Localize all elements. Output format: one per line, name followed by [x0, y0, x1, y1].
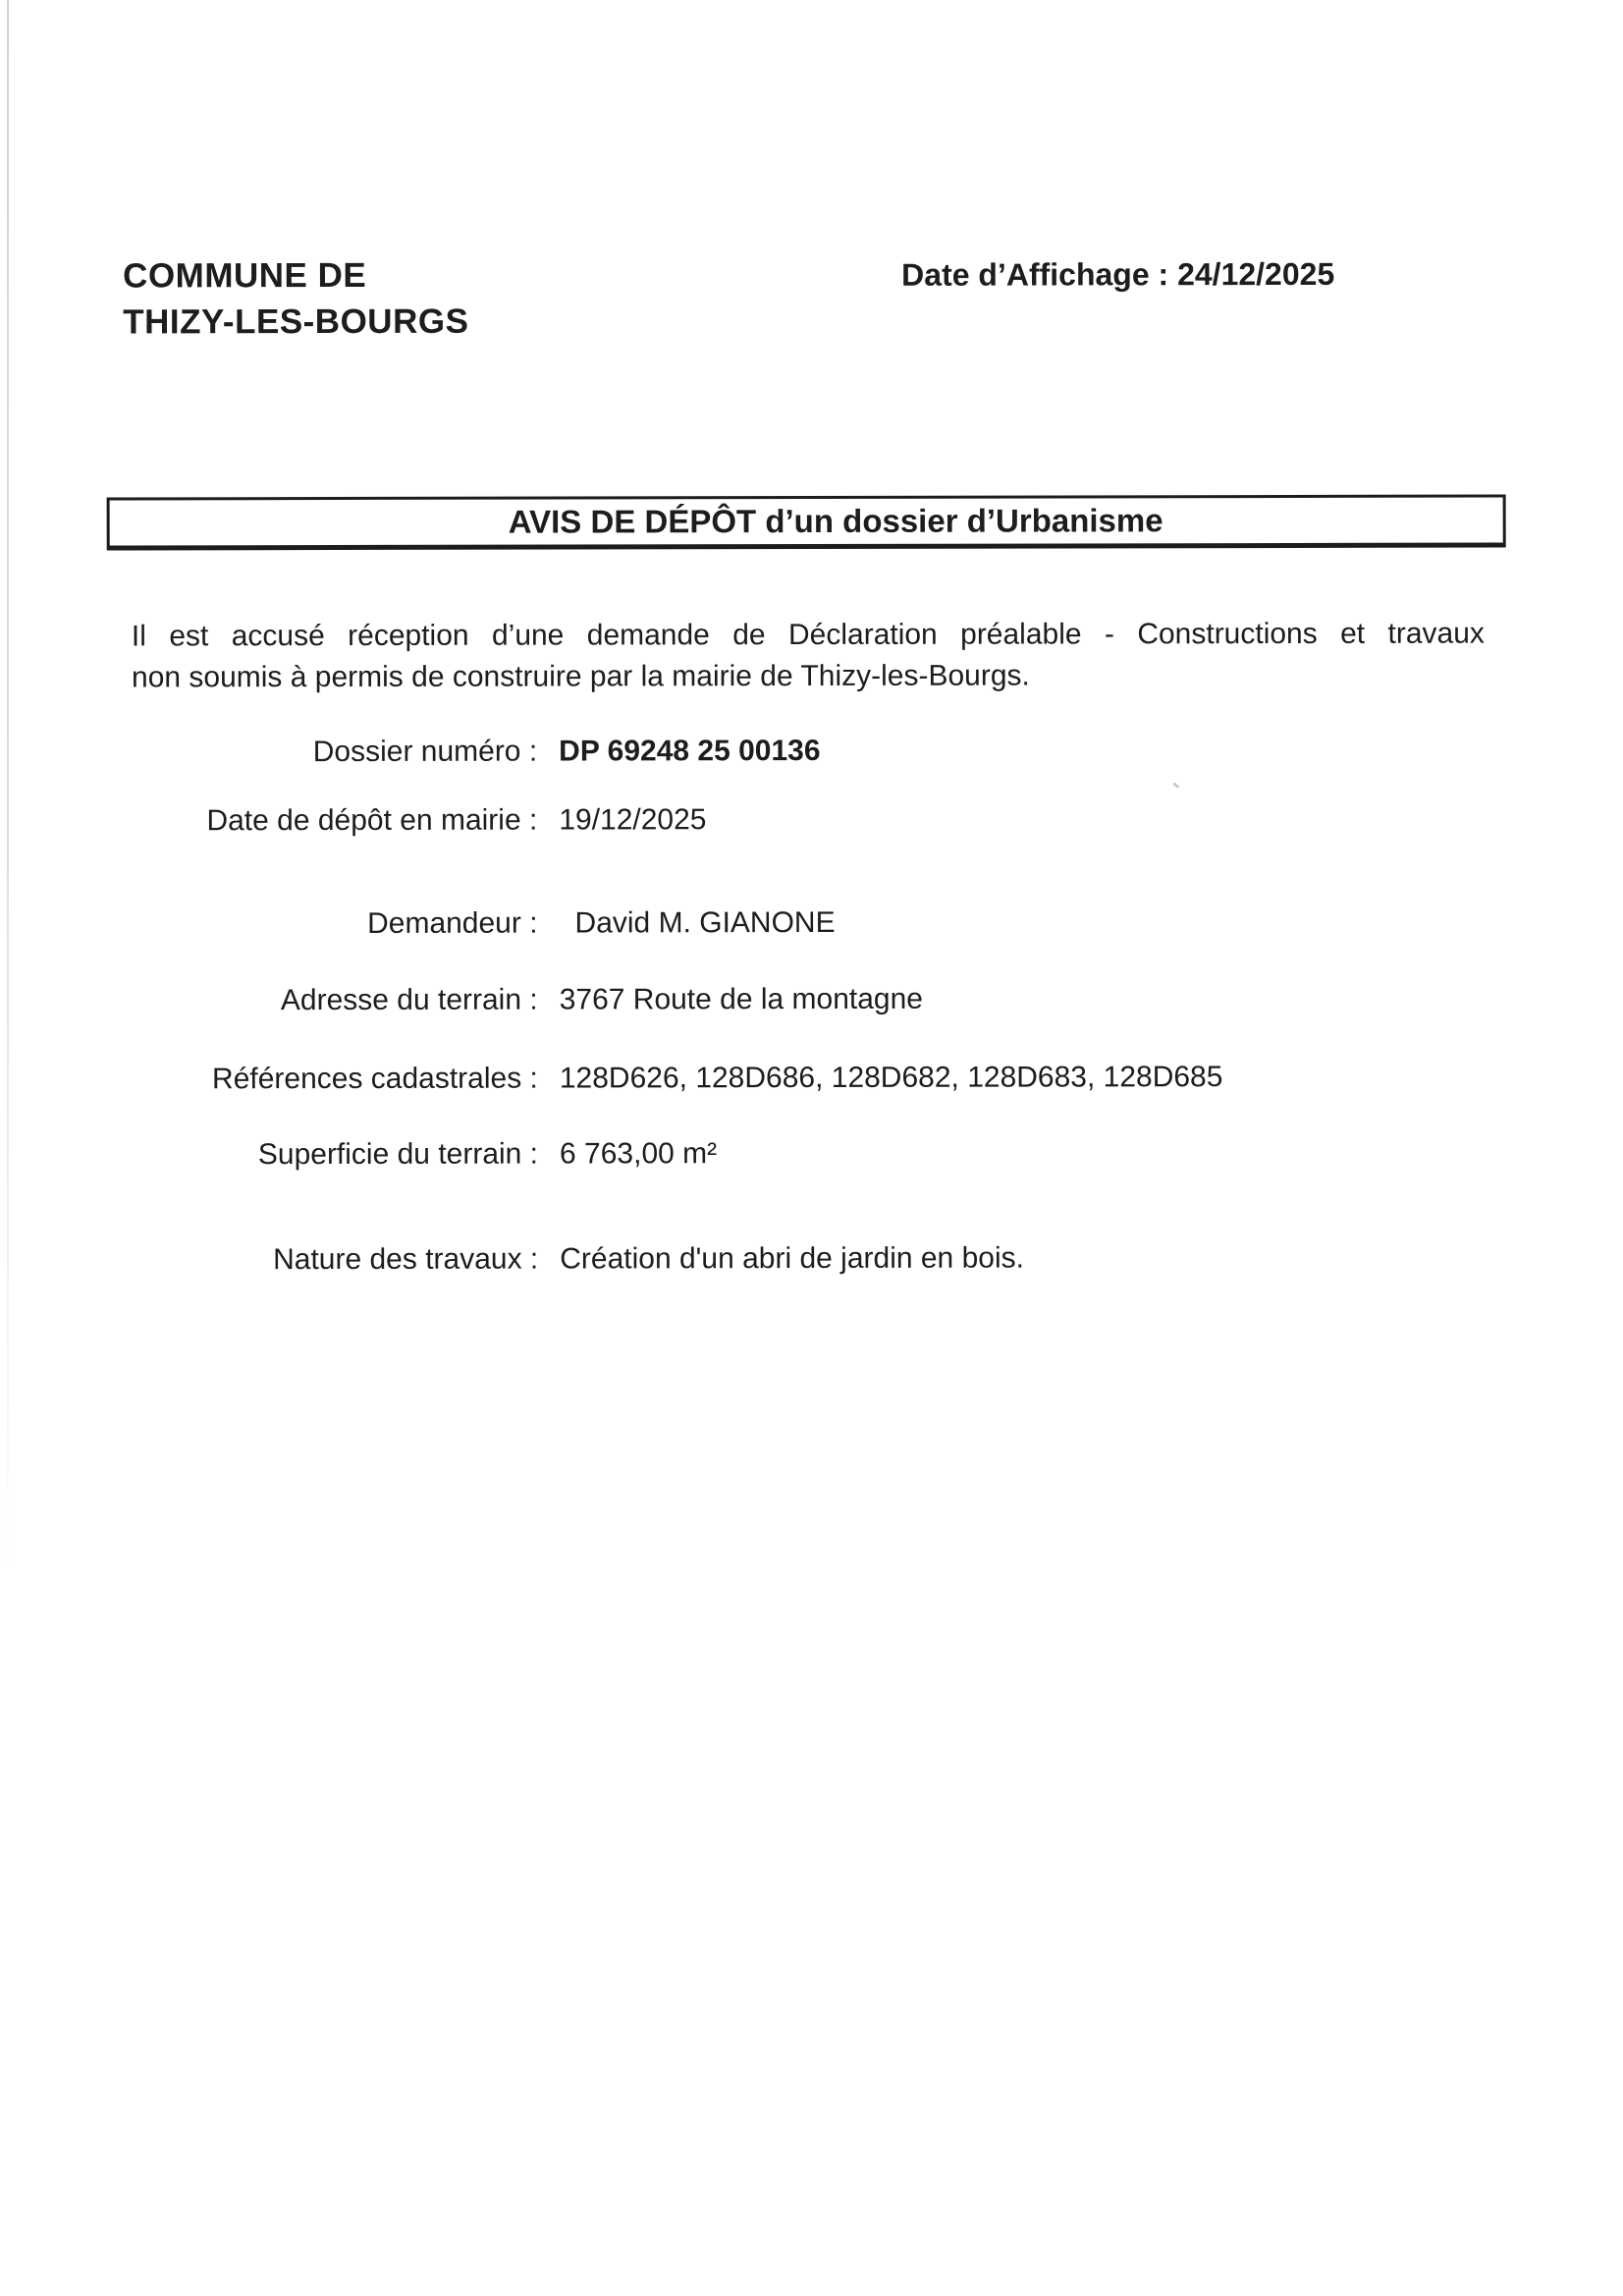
scan-speck-artifact [1172, 782, 1179, 789]
field-row-demandeur [0, 904, 1622, 940]
intro-paragraph [132, 614, 1485, 699]
field-row-dossier-numero [0, 733, 1622, 769]
date-depot-label: Date de dépôt en mairie : [206, 803, 538, 838]
superficie-terrain-label: Superficie du terrain : [257, 1137, 539, 1172]
field-row-date-depot [0, 801, 1622, 838]
dossier-numero-value: DP 69248 25 00136 [559, 734, 821, 768]
field-row-superficie-terrain [0, 1135, 1623, 1172]
commune-name-line1: COMMUNE DE [123, 255, 367, 296]
adresse-terrain-label: Adresse du terrain : [280, 983, 538, 1017]
dossier-numero-label: Dossier numéro : [312, 735, 538, 769]
field-row-nature-travaux [0, 1240, 1623, 1277]
references-cadastrales-value: 128D626, 128D686, 128D682, 128D683, 128D685 [559, 1061, 1223, 1095]
intro-line1: Il est accusé réception d’une demande de Déclaration préalable - Constructions et travaux [131, 617, 1485, 653]
notice-title: AVIS DE DÉPÔT d’un dossier d’Urbanisme [508, 502, 1163, 540]
display-date: Date d’Affichage : 24/12/2025 [901, 255, 1335, 293]
demandeur-label: Demandeur : [367, 906, 538, 940]
notice-title-box [107, 495, 1506, 551]
demandeur-value: David M. GIANONE [574, 905, 836, 940]
nature-travaux-value: Création d'un abri de jardin en bois. [560, 1241, 1024, 1276]
references-cadastrales-label: Références cadastrales : [211, 1062, 538, 1096]
commune-header [123, 252, 468, 346]
date-depot-value: 19/12/2025 [559, 803, 707, 837]
field-row-adresse-terrain [0, 981, 1623, 1017]
intro-line2: non soumis à permis de construire par la mairie de Thizy-les-Bourgs. [131, 659, 1030, 694]
field-row-references-cadastrales [0, 1060, 1623, 1096]
superficie-terrain-value: 6 763,00 m² [559, 1137, 718, 1171]
commune-name-line2: THIZY-LES-BOURGS [123, 301, 469, 342]
adresse-terrain-value: 3767 Route de la montagne [559, 982, 924, 1016]
nature-travaux-label: Nature des travaux : [273, 1242, 539, 1277]
